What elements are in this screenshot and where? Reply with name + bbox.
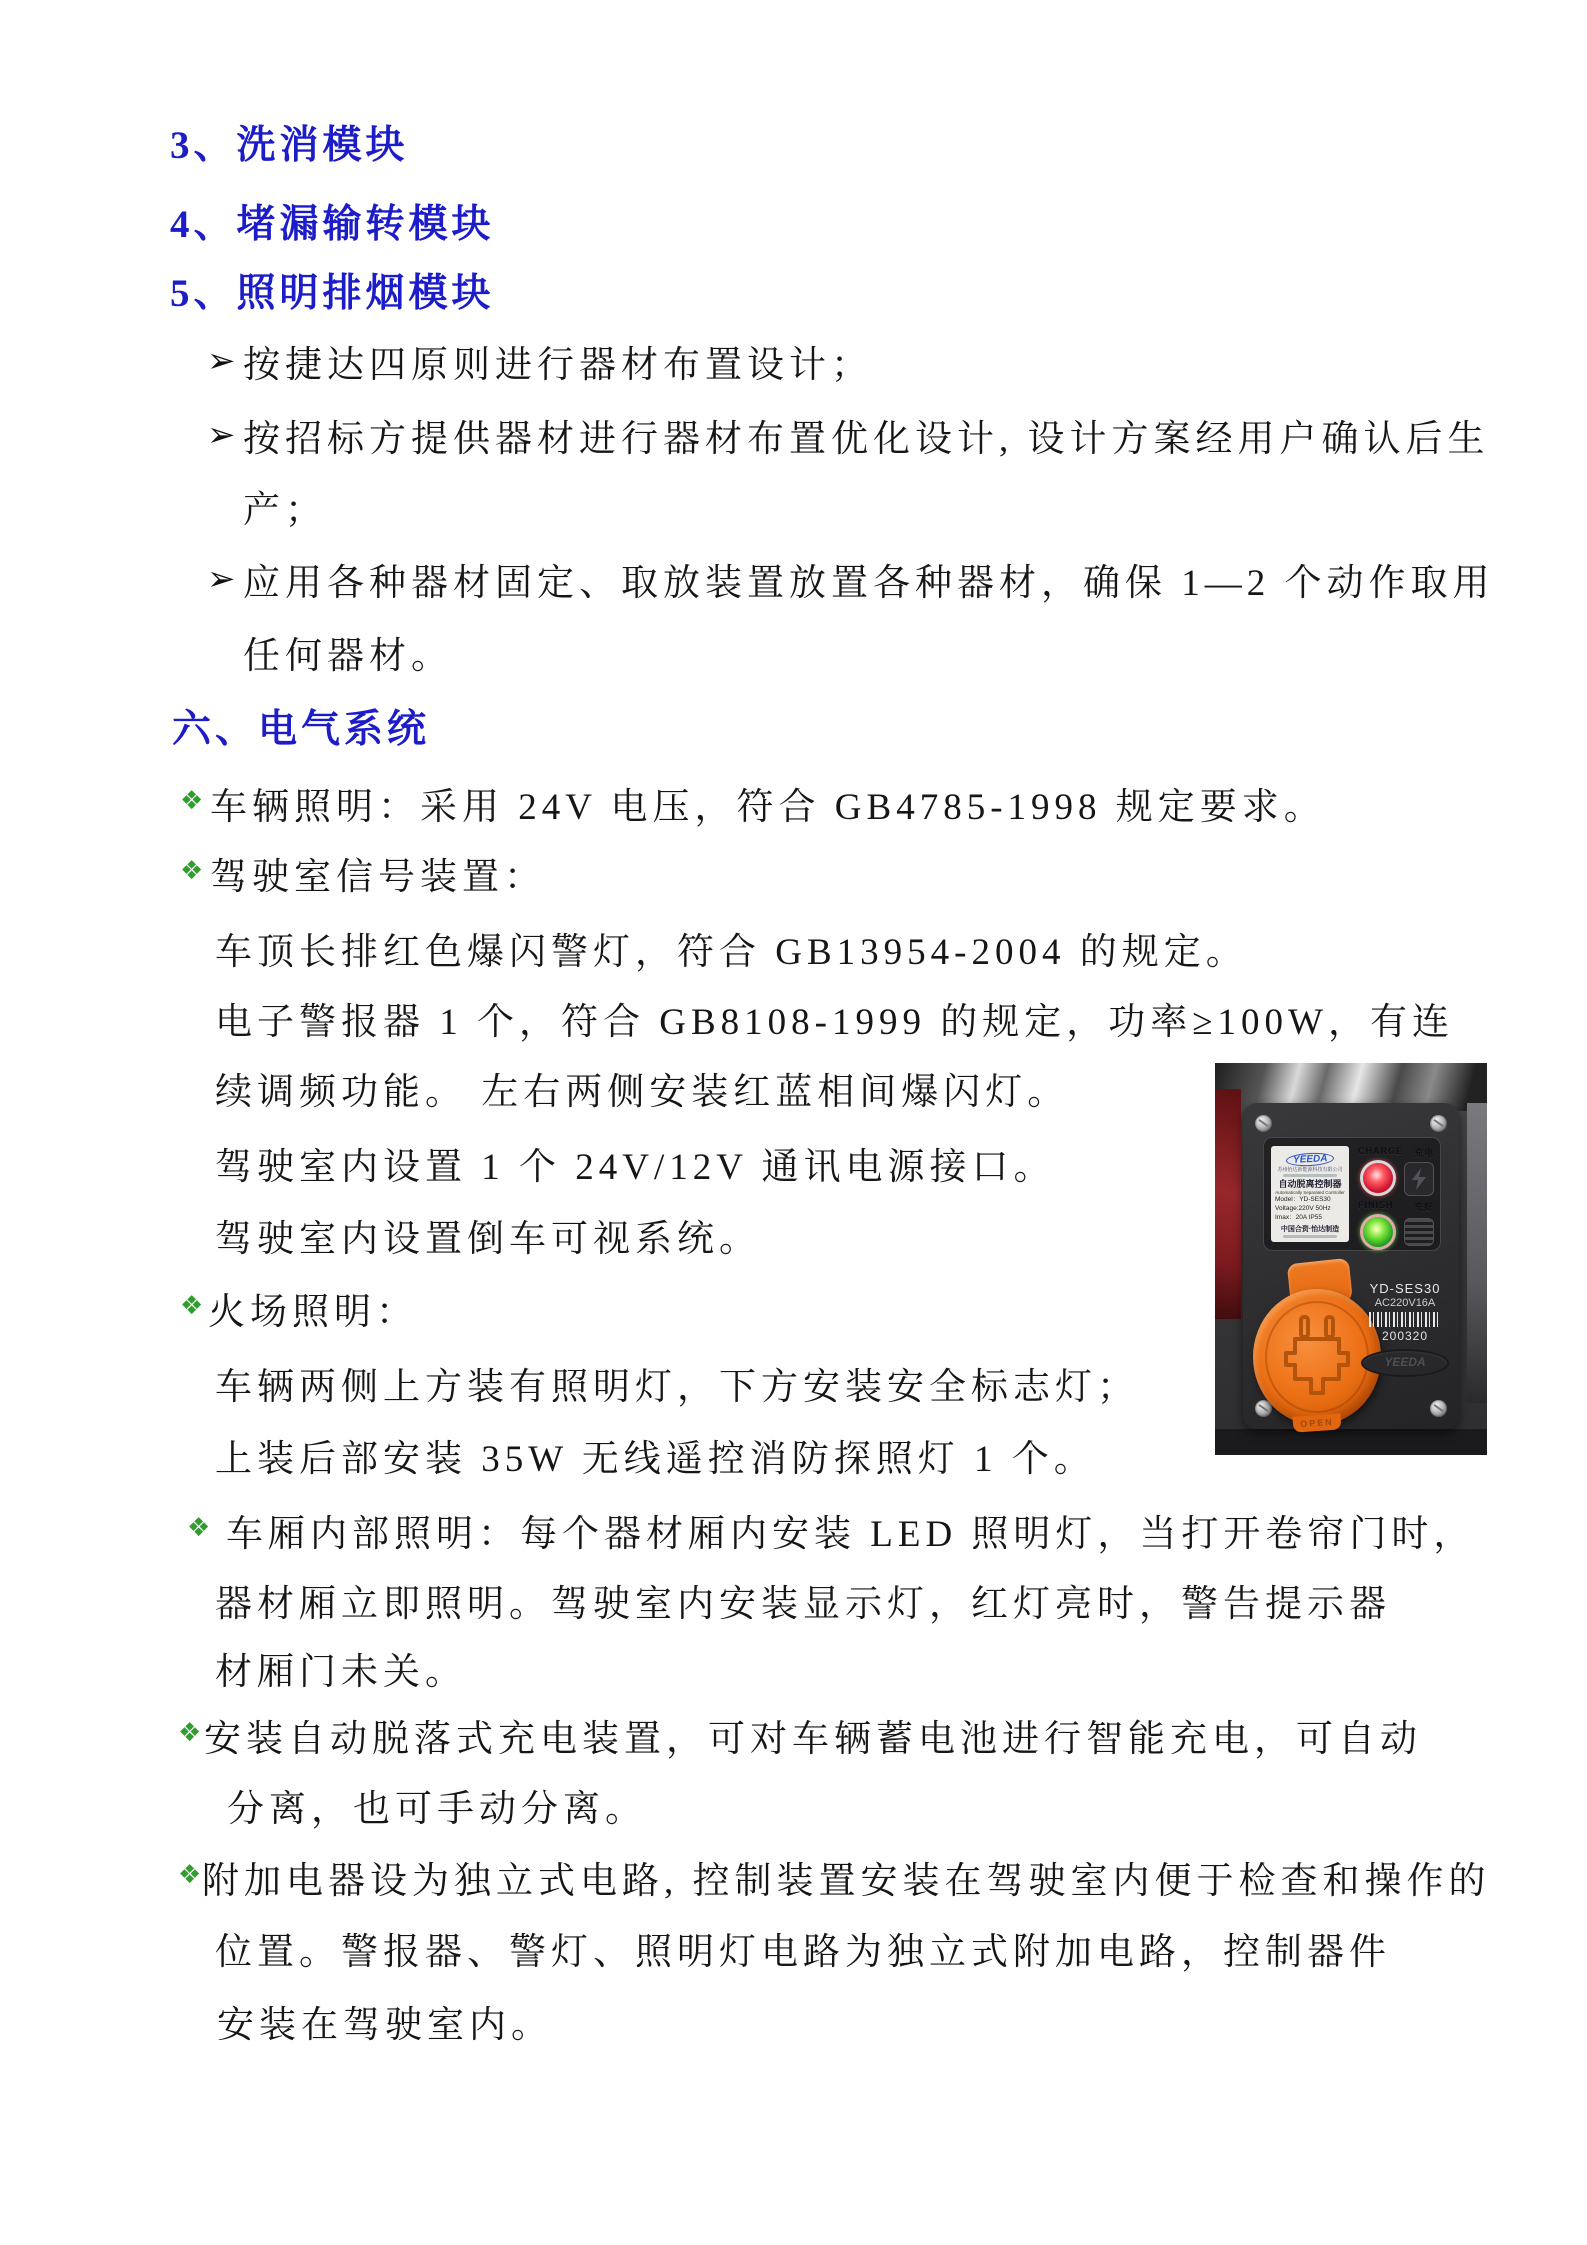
cab-signal-line-3: 续调频功能。 左右两侧安装红蓝相间爆闪灯。: [215, 1072, 1070, 1113]
fire-lighting-line-1: 车辆两侧上方装有照明灯，下方安装安全标志灯；: [215, 1367, 1139, 1408]
plug-icon: [1283, 1313, 1351, 1401]
cab-signal-line-2: 电子警报器 1 个，符合 GB8108-1999 的规定，功率≥100W，有连: [215, 1002, 1454, 1043]
finish-label: [1358, 1200, 1434, 1213]
diamond-bullet-icon: ❖: [187, 1513, 211, 1543]
charger-controller-photo: [1215, 1063, 1487, 1455]
cab-signal-title: 驾驶室信号装置：: [210, 857, 546, 898]
screw-icon: [1430, 1400, 1447, 1417]
finish-label-cn: 充好: [1413, 1202, 1434, 1212]
interior-lighting-line-1: 车厢内部照明：每个器材厢内安装 LED 照明灯，当打开卷帘门时，: [226, 1514, 1476, 1555]
diamond-bullet-icon: ❖: [178, 1718, 202, 1748]
arrow-bullet-icon: ➢: [207, 415, 236, 455]
cab-signal-line-5: 驾驶室内设置倒车可视系统。: [215, 1219, 761, 1260]
aux-circuit-line-3: 安装在驾驶室内。: [217, 2005, 553, 2046]
cab-signal-line-4: 驾驶室内设置 1 个 24V/12V 通讯电源接口。: [215, 1147, 1056, 1188]
auto-charger-line-1: 安装自动脱落式充电装置，可对车辆蓄电池进行智能充电，可自动: [204, 1719, 1422, 1760]
interior-lighting-line-3: 材厢门未关。: [215, 1652, 467, 1693]
side-model-text: YD-SES30: [1369, 1281, 1441, 1296]
controller-panel: [1243, 1103, 1459, 1429]
diamond-bullet-icon: ❖: [180, 786, 204, 816]
arrow-item-3-line-2: 任何器材。: [243, 636, 453, 677]
vehicle-lighting-line: 车辆照明：采用 24V 电压，符合 GB4785-1998 规定要求。: [210, 787, 1326, 828]
photo-bottom-shadow: [1215, 1429, 1487, 1455]
auto-charger-line-2: 分离，也可手动分离。: [227, 1789, 647, 1830]
company-name-en-blur: [1283, 1174, 1337, 1177]
product-name-cn: 自动脱离控制器: [1278, 1179, 1342, 1189]
open-text: OPEN: [1293, 1413, 1342, 1432]
arrow-bullet-icon: ➢: [207, 341, 236, 381]
arrow-item-2-line-1: 按招标方提供器材进行器材布置优化设计, 设计方案经用户确认后生: [243, 419, 1490, 460]
aux-circuit-line-1: 附加电器设为独立式电路, 控制装置安装在驾驶室内便于检查和操作的: [202, 1861, 1491, 1902]
diamond-bullet-icon: ❖: [178, 1860, 202, 1890]
arrow-item-3-line-1: 应用各种器材固定、取放装置放置各种器材，确保 1—2 个动作取用: [243, 563, 1495, 604]
finish-led-green: [1360, 1214, 1396, 1250]
heading-6-electrical-system: 六、电气系统: [172, 708, 431, 751]
charge-label: [1358, 1146, 1434, 1159]
diamond-bullet-icon: ❖: [180, 1291, 204, 1321]
imax-spec: Imax：20A IP55: [1275, 1214, 1322, 1221]
photo-red-truck-body: [1215, 1089, 1241, 1319]
interior-lighting-line-2: 器材厢立即照明。驾驶室内安装显示灯，红灯亮时，警告提示器: [215, 1584, 1391, 1625]
side-rating-text: AC220V16A: [1374, 1297, 1436, 1309]
product-label: [1271, 1146, 1349, 1242]
screw-icon: [1255, 1115, 1272, 1132]
heading-4-leak-sealing-module: 4、堵漏输转模块: [170, 203, 495, 246]
charge-led-red: [1360, 1160, 1396, 1196]
heading-5-lighting-smoke-module: 5、照明排烟模块: [170, 272, 495, 315]
screw-icon: [1430, 1115, 1447, 1132]
company-name-cn: 苏州怡达新能源科技有限公司: [1277, 1167, 1343, 1173]
fire-lighting-line-2: 上装后部安装 35W 无线遥控消防探照灯 1 个。: [215, 1439, 1096, 1480]
grille-icon: [1404, 1218, 1434, 1246]
embossed-yeeda-logo: YEEDA: [1361, 1349, 1449, 1377]
model-spec: Model：YD-SES30: [1275, 1196, 1331, 1203]
origin-en-blur: [1283, 1235, 1337, 1238]
origin-line: 中国合资·怡达制造: [1280, 1226, 1340, 1233]
heading-3-washing-module: 3、洗消模块: [170, 124, 409, 167]
finish-label-en: FINISH: [1358, 1200, 1394, 1210]
barcode: [1369, 1312, 1441, 1327]
arrow-bullet-icon: ➢: [207, 559, 236, 599]
indicator-subpanel: [1263, 1137, 1441, 1251]
cab-signal-line-1: 车顶长排红色爆闪警灯，符合 GB13954-2004 的规定。: [215, 932, 1248, 973]
diamond-bullet-icon: ❖: [180, 856, 204, 886]
side-print-block: [1355, 1281, 1455, 1377]
aux-circuit-line-2: 位置。警报器、警灯、照明灯电路为独立式附加电路，控制器件: [215, 1932, 1391, 1973]
charge-label-en: CHARGE: [1358, 1146, 1404, 1156]
charge-label-cn: 充电: [1413, 1148, 1434, 1158]
photo-right-gray-band: [1467, 1103, 1487, 1403]
lightning-icon: [1404, 1162, 1434, 1196]
side-batch-text: 200320: [1381, 1329, 1429, 1343]
fire-lighting-title: 火场照明：: [208, 1292, 418, 1333]
yeeda-logo: YEEDA: [1285, 1152, 1334, 1168]
product-name-en: Automatically Separated Controller: [1275, 1190, 1345, 1195]
arrow-item-1: 按捷达四原则进行器材布置设计；: [243, 345, 873, 386]
voltage-spec: Voltage:220V 50Hz: [1275, 1205, 1331, 1212]
arrow-item-2-line-2: 产；: [243, 490, 327, 531]
